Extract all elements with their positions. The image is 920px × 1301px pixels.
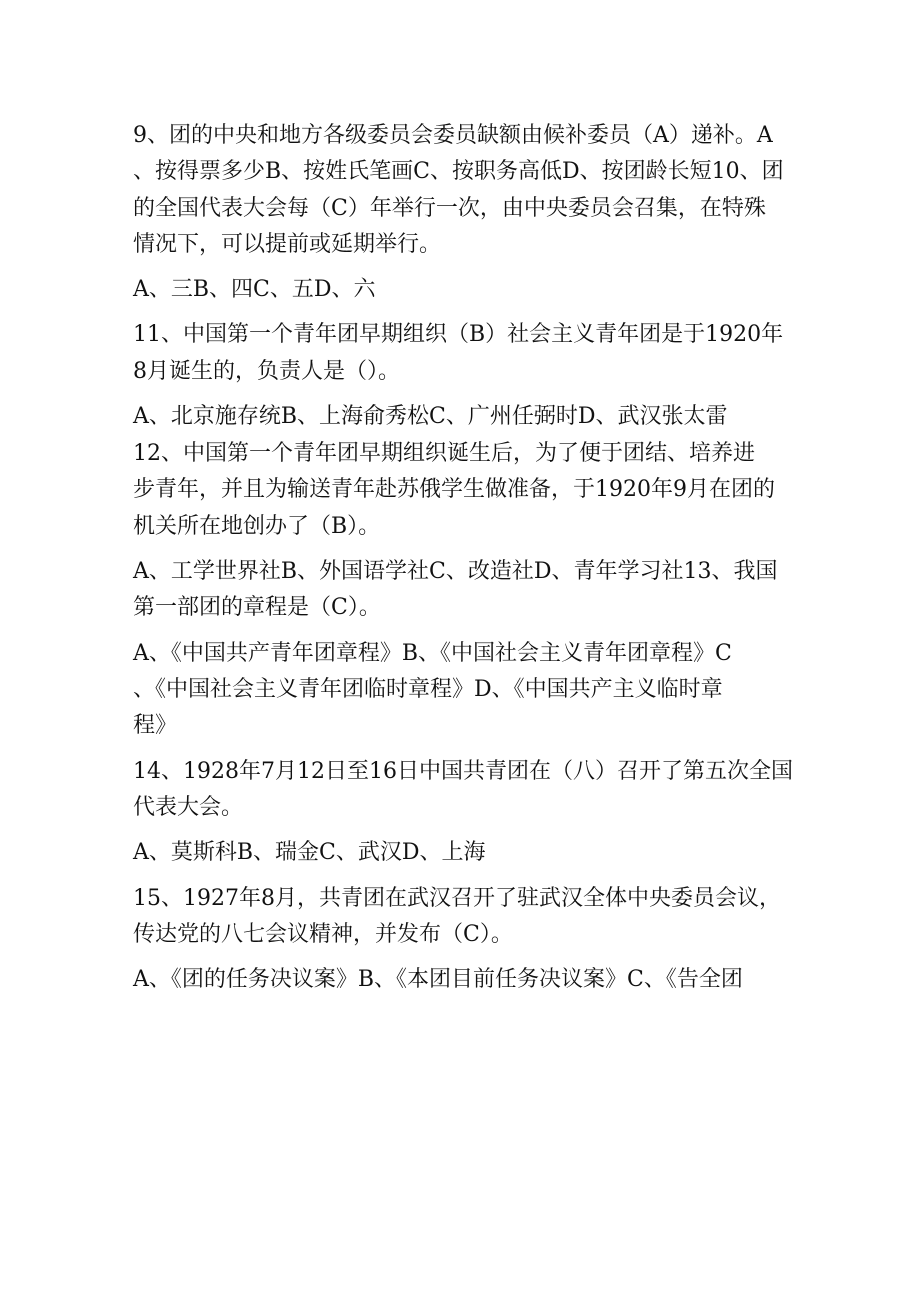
text-line: 步青年，并且为输送青年赴苏俄学生做准备，于1920年9月在团的	[133, 477, 775, 502]
text-line: 8月诞生的，负责人是（）。	[133, 359, 400, 384]
text-line: A、工学世界社B、外国语学社C、改造社D、青年学习社13、我国	[133, 559, 778, 584]
text-line: 传达党的八七会议精神，并发布（C）。	[133, 922, 513, 947]
text-line: 、《中国社会主义青年团临时章程》D、《中国共产主义临时章	[133, 677, 723, 702]
text-line: 15、1927年8月，共青团在武汉召开了驻武汉全体中央委员会议，	[133, 886, 781, 911]
text-line: 11、中国第一个青年团早期组织（B）社会主义青年团是于1920年	[133, 322, 784, 347]
text-line: 第一部团的章程是（C）。	[133, 595, 381, 620]
text-line: 12、中国第一个青年团早期组织诞生后，为了便于团结、培养进	[133, 441, 755, 466]
text-line: A、三B、四C、五D、六	[133, 277, 376, 302]
text-line: 程》	[133, 713, 178, 738]
text-line: 机关所在地创办了（B）。	[133, 514, 381, 539]
text-line: A、北京施存统B、上海俞秀松C、广州任弼时D、武汉张太雷	[133, 404, 728, 429]
text-line: A、莫斯科B、瑞金C、武汉D、上海	[133, 840, 486, 865]
text-line: A、《中国共产青年团章程》B、《中国社会主义青年团章程》C	[133, 641, 732, 666]
text-line: 代表大会。	[133, 795, 244, 820]
text-line: 14、1928年7月12日至16日中国共青团在（八）召开了第五次全国	[133, 759, 793, 784]
text-line: 9、团的中央和地方各级委员会委员缺额由候补委员（A）递补。A	[133, 123, 773, 148]
text-line: 的全国代表大会每（C）年举行一次，由中央委员会召集，在特殊	[133, 196, 766, 221]
text-line: 情况下，可以提前或延期举行。	[133, 232, 442, 257]
text-line: 、按得票多少B、按姓氏笔画C、按职务高低D、按团龄长短10、团	[133, 159, 784, 184]
text-line: A、《团的任务决议案》B、《本团目前任务决议案》C、《告全团	[133, 967, 743, 992]
